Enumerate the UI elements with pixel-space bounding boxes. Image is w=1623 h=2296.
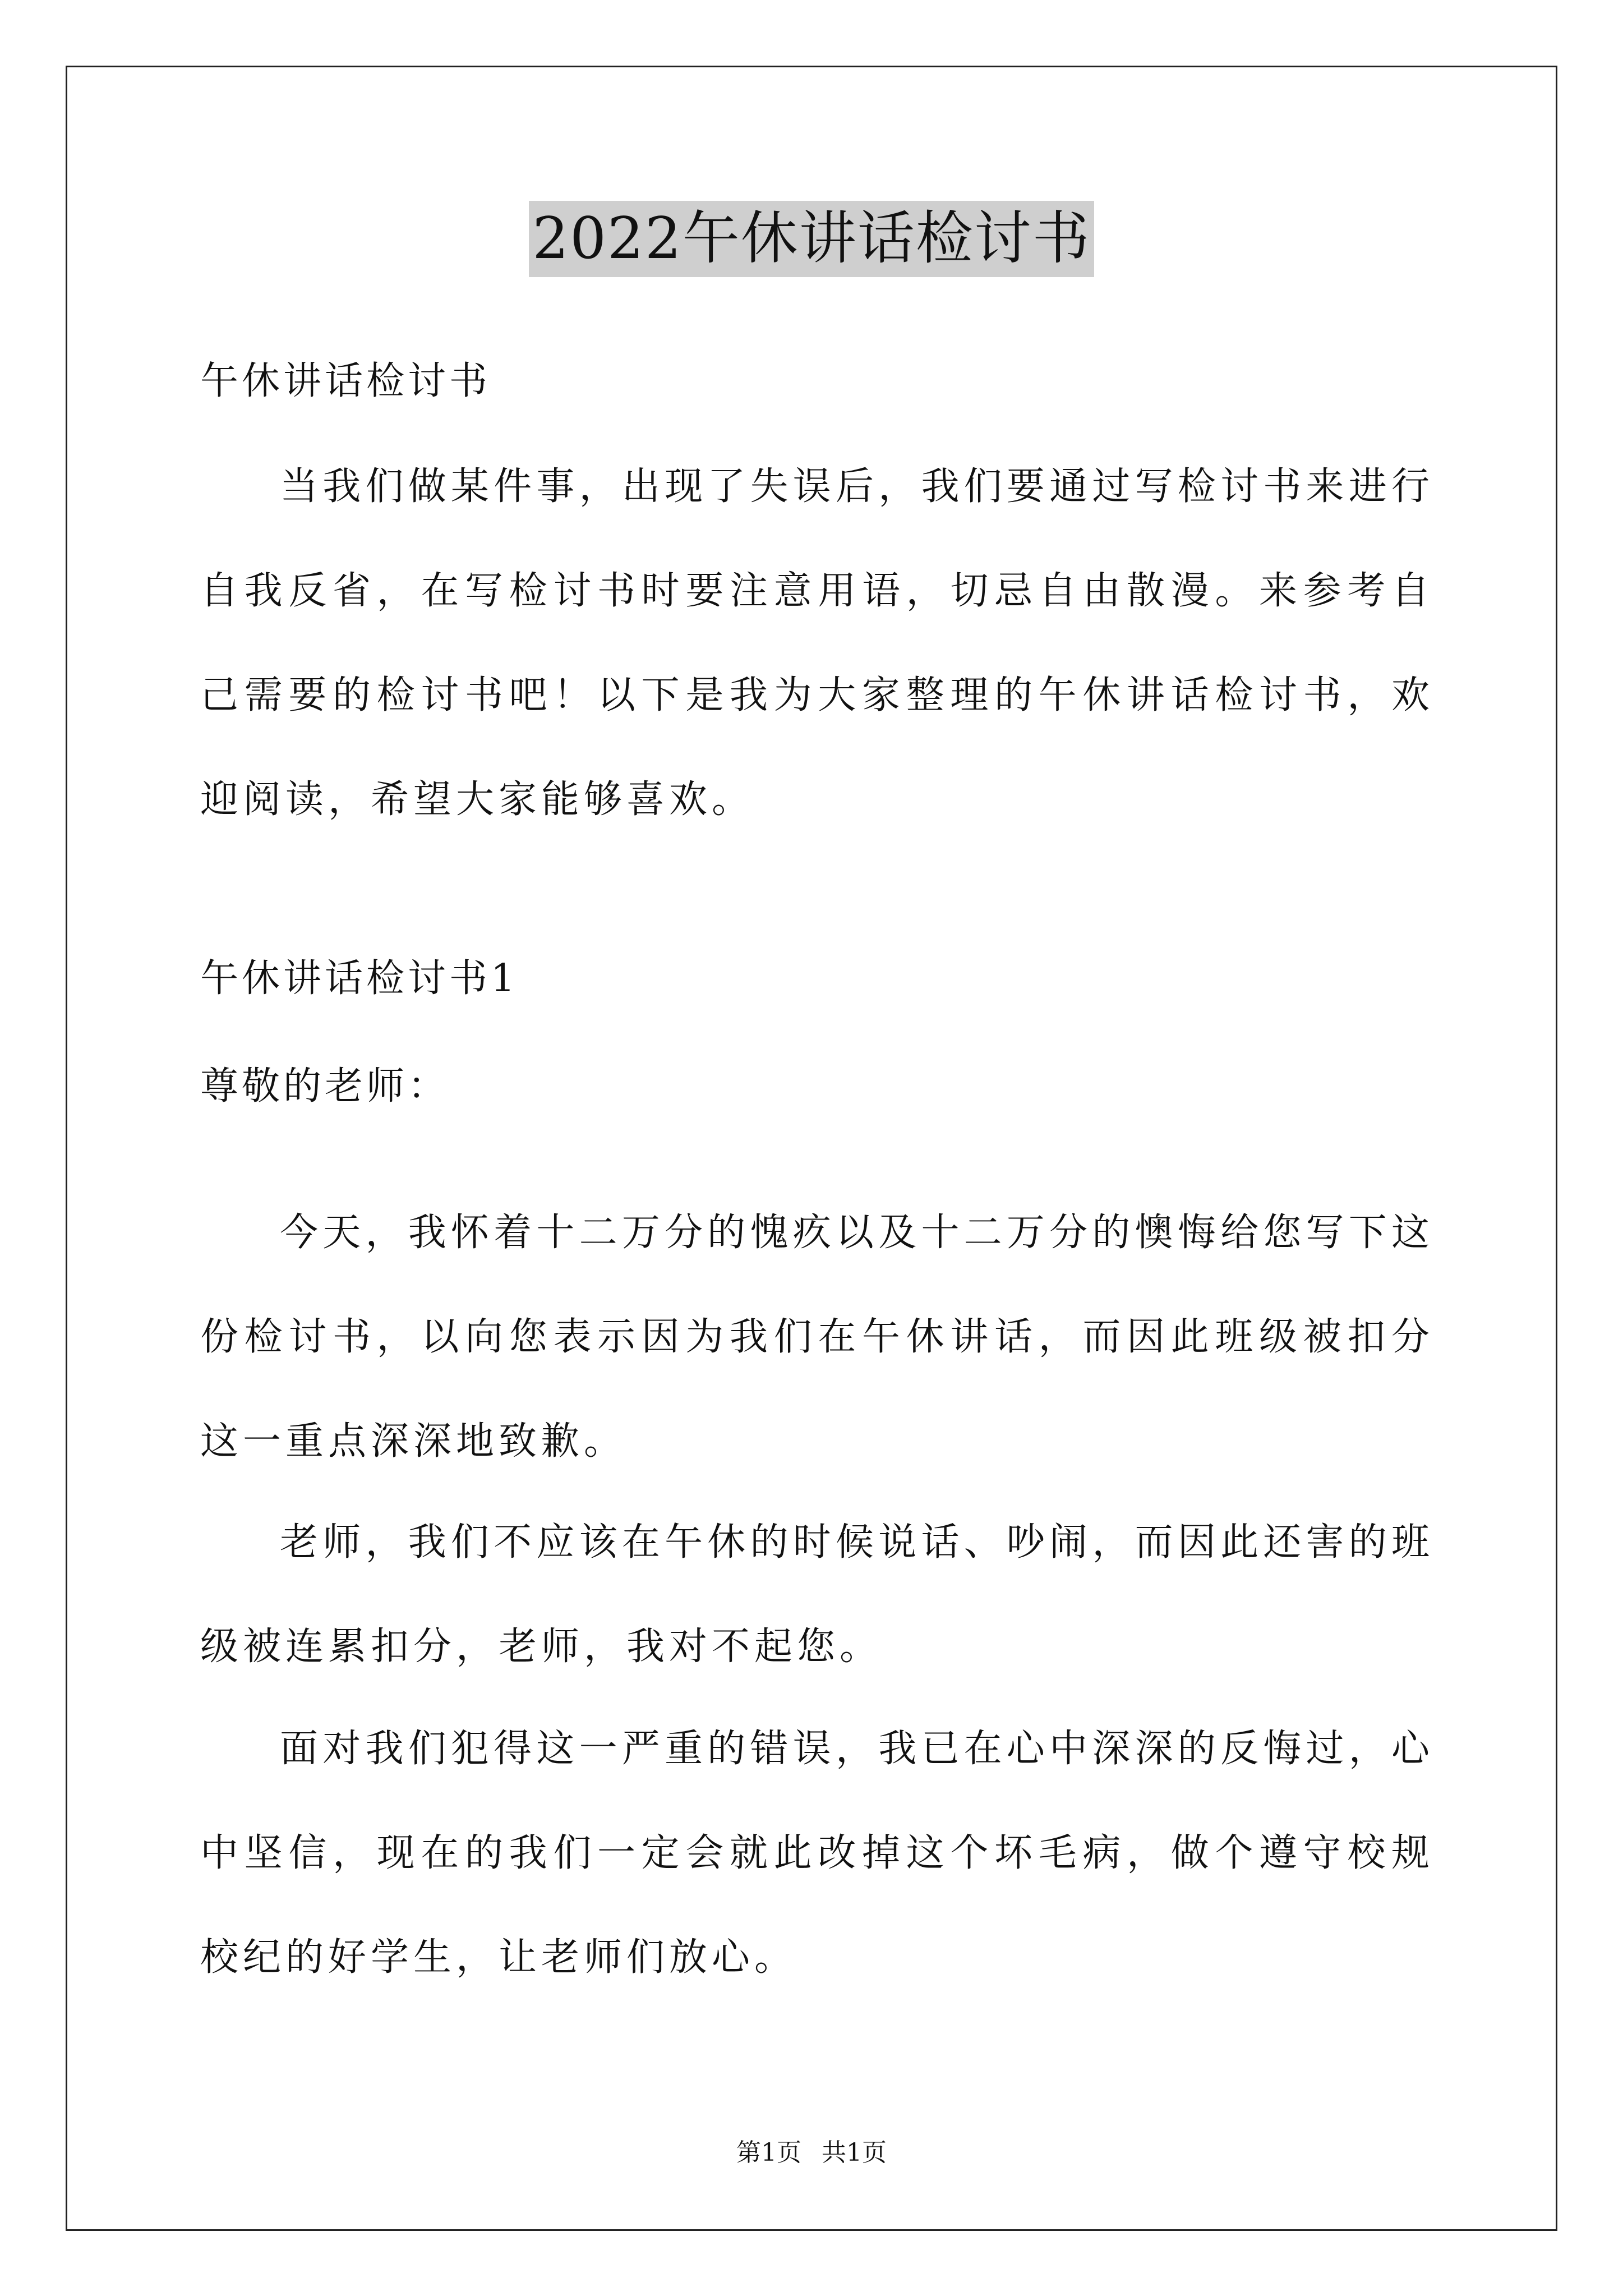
page-footer [0,2137,1623,2169]
document-subtitle: 午休讲话检讨书 [200,359,491,403]
section-heading: 午休讲话检讨书1 [200,956,519,1001]
document-title: 2022午休讲话检讨书 [529,201,1094,277]
page-total: 共1页 [822,2138,887,2167]
body-paragraph: 今天，我怀着十二万分的愧疚以及十二万分的懊悔给您写下这份检讨书，以向您表示因为我们在午休讲话，而因此班级被扣分这一重点深深地致歉。 [200,1211,1434,1464]
intro-paragraph: 当我们做某件事，出现了失误后，我们要通过写检讨书来进行自我反省，在写检讨书时要注意用语，切忌自由散漫。来参考自己需要的检讨书吧！以下是我为大家整理的午休讲话检讨书，欢迎阅读，希望大家能够喜欢。 [200,464,1434,822]
body-paragraph: 老师，我们不应该在午休的时候说话、吵闹，而因此还害的班级被连累扣分，老师，我对不起您。 [200,1520,1434,1669]
title-wrap [0,201,1623,277]
body-paragraph: 面对我们犯得这一严重的错误，我已在心中深深的反悔过，心中坚信，现在的我们一定会就此改掉这个坏毛病，做个遵守校规校纪的好学生，让老师们放心。 [200,1727,1434,1980]
page-number: 第1页 [736,2138,801,2167]
salutation: 尊敬的老师： [200,1064,450,1108]
